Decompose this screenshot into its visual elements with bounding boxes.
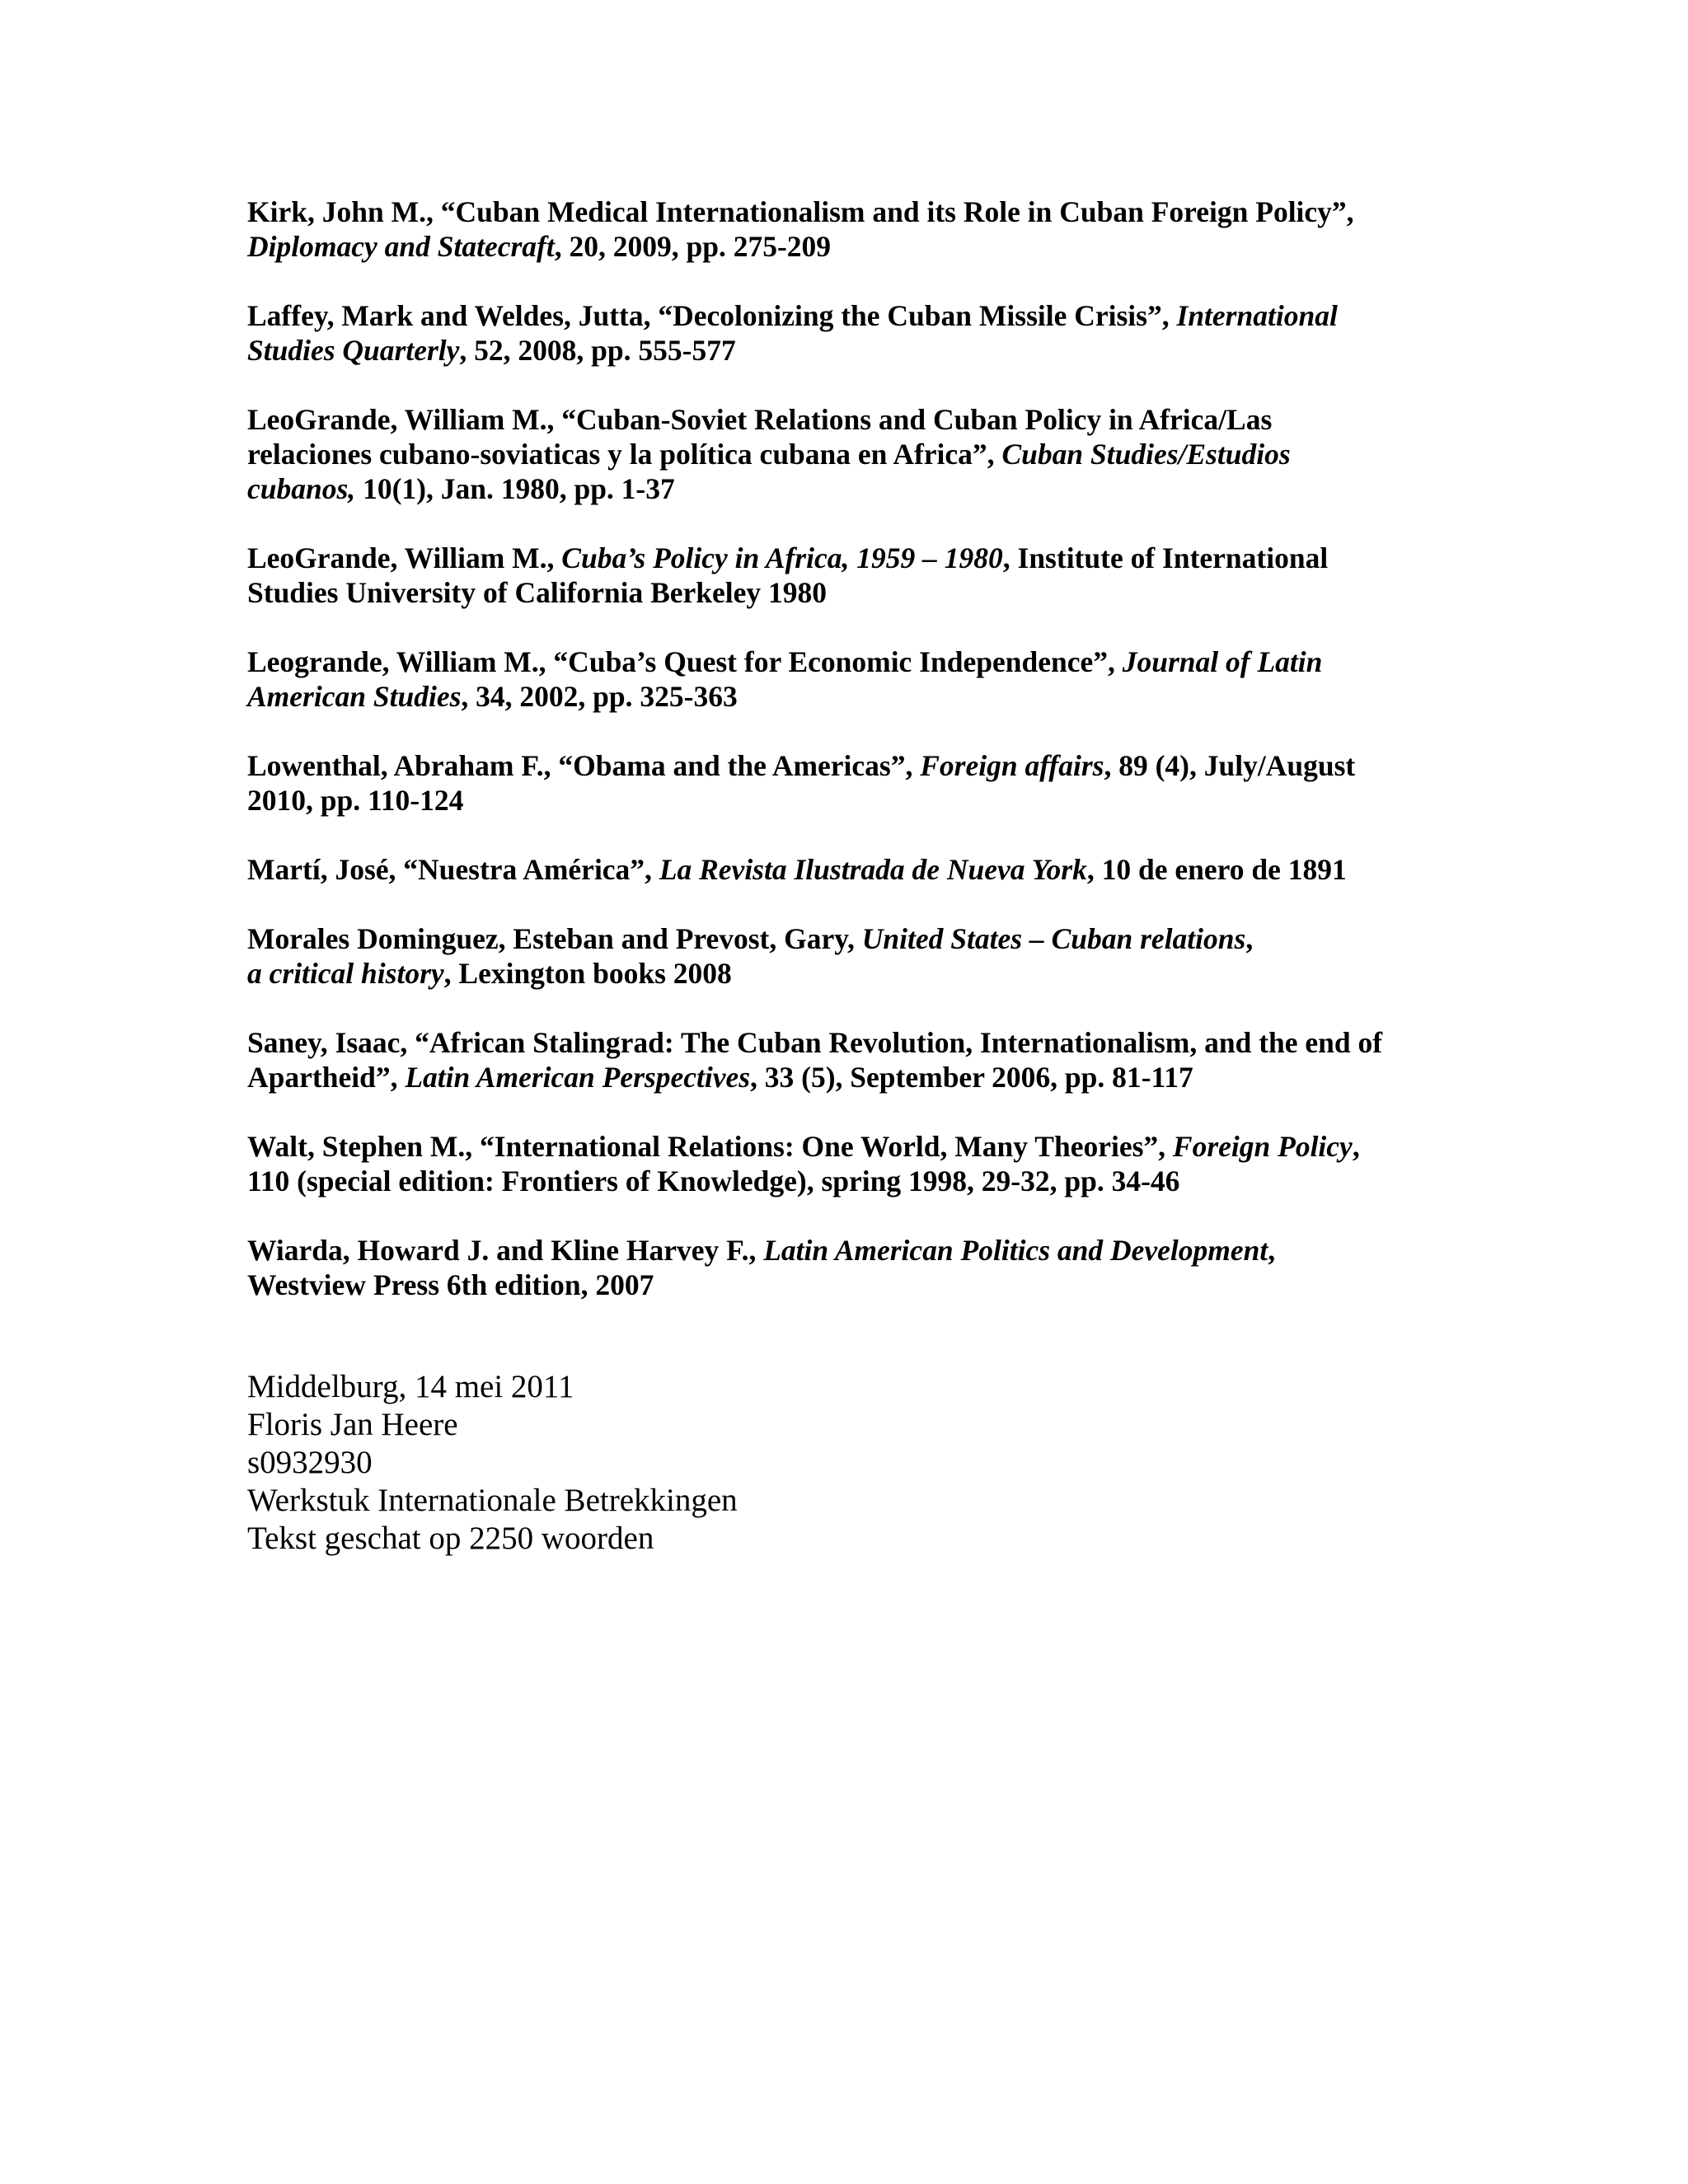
reference-segment: , 20, 2009, pp. 275-209 — [554, 230, 832, 263]
reference-segment: Kirk, John M., “Cuban Medical Internationalism and its Role in Cuban Foreign Policy”, — [247, 195, 1354, 228]
reference-line — [247, 852, 1451, 887]
signature-block — [247, 1368, 738, 1558]
reference-italic-segment: Foreign affairs — [920, 749, 1104, 782]
reference-segment: LeoGrande, William M., — [247, 541, 562, 574]
reference-italic-segment: Cuba’s Policy in Africa, 1959 – 1980 — [561, 541, 1003, 574]
reference-italic-segment: La Revista Ilustrada de Nueva York — [659, 853, 1087, 886]
reference-segment: Lowenthal, Abraham F., “Obama and the Americas”, — [247, 749, 921, 782]
reference-line — [247, 1129, 1451, 1164]
reference-italic-segment: Journal of Latin — [1122, 645, 1323, 678]
reference-line — [247, 402, 1451, 437]
place-date: Middelburg, 14 mei 2011 — [247, 1369, 574, 1404]
reference-segment: , 10 de enero de 1891 — [1086, 853, 1347, 886]
reference-line — [247, 748, 1451, 783]
reference-entry — [247, 402, 1451, 506]
reference-line — [247, 229, 1451, 264]
reference-line — [247, 471, 1451, 506]
reference-italic-segment: Diplomacy and Statecraft — [247, 230, 555, 263]
reference-segment: , 33 (5), September 2006, pp. 81-117 — [750, 1061, 1193, 1094]
reference-segment: Westview Press 6th edition, 2007 — [247, 1268, 654, 1301]
reference-entry — [247, 1233, 1451, 1302]
reference-italic-segment: Latin American Politics and Development — [763, 1234, 1268, 1267]
student-number: s0932930 — [247, 1445, 373, 1480]
reference-line — [247, 679, 1451, 714]
reference-line — [247, 956, 1451, 991]
reference-line — [247, 1025, 1451, 1060]
reference-segment: Morales Dominguez, Esteban and Prevost, Gary, — [247, 922, 862, 955]
reference-segment: Apartheid”, — [247, 1061, 406, 1094]
reference-entry — [247, 748, 1451, 818]
reference-segment: , 34, 2002, pp. 325-363 — [461, 680, 738, 713]
reference-segment: , Institute of International — [1002, 541, 1329, 574]
reference-segment: , — [1268, 1234, 1276, 1267]
reference-segment: Studies University of California Berkeley 1980 — [247, 576, 828, 609]
reference-segment: Saney, Isaac, “African Stalingrad: The Cuban Revolution, Internationalism, and the end of — [247, 1026, 1383, 1059]
reference-segment: Walt, Stephen M., “International Relations: One World, Many Theories”, — [247, 1130, 1173, 1163]
reference-segment: , Lexington books 2008 — [443, 957, 732, 990]
reference-entry — [247, 1129, 1451, 1198]
reference-italic-segment: Latin American Perspectives — [405, 1061, 751, 1094]
reference-segment: , — [1245, 922, 1254, 955]
reference-segment: Laffey, Mark and Weldes, Jutta, “Decolonizing the Cuban Missile Crisis”, — [247, 299, 1177, 332]
reference-entry — [247, 194, 1451, 264]
reference-segment: Wiarda, Howard J. and Kline Harvey F., — [247, 1234, 764, 1267]
reference-segment: Leogrande, William M., “Cuba’s Quest for Economic Independence”, — [247, 645, 1123, 678]
reference-italic-segment: a critical history — [247, 957, 444, 990]
reference-segment: , — [1352, 1130, 1360, 1163]
reference-entry — [247, 921, 1451, 991]
reference-italic-segment: Foreign Policy — [1172, 1130, 1353, 1163]
course-title: Werkstuk Internationale Betrekkingen — [247, 1483, 738, 1518]
author-name: Floris Jan Heere — [247, 1407, 458, 1442]
reference-entry — [247, 644, 1451, 714]
reference-entry — [247, 852, 1451, 887]
reference-line — [247, 1268, 1451, 1302]
reference-line — [247, 298, 1451, 333]
reference-italic-segment: American Studies — [247, 680, 462, 713]
reference-italic-segment: Studies Quarterly — [247, 334, 460, 367]
reference-line — [247, 921, 1451, 956]
bibliography-list — [247, 194, 1451, 1337]
reference-italic-segment: cubanos, — [247, 472, 356, 505]
reference-entry — [247, 1025, 1451, 1094]
reference-line — [247, 1164, 1451, 1198]
reference-segment: , 89 (4), July/August — [1104, 749, 1356, 782]
reference-italic-segment: Cuban Studies/Estudios — [1001, 438, 1291, 471]
word-count: Tekst geschat op 2250 woorden — [247, 1521, 654, 1556]
reference-line — [247, 575, 1451, 610]
reference-italic-segment: International — [1176, 299, 1338, 332]
reference-line — [247, 783, 1451, 818]
reference-entry — [247, 298, 1451, 368]
reference-segment: relaciones cubano-soviaticas y la política cubana en Africa”, — [247, 438, 1002, 471]
reference-line — [247, 644, 1451, 679]
reference-segment: 2010, pp. 110-124 — [247, 784, 464, 817]
reference-segment: Martí, José, “Nuestra América”, — [247, 853, 659, 886]
reference-line — [247, 1233, 1451, 1268]
reference-line — [247, 541, 1451, 575]
reference-segment: 10(1), Jan. 1980, pp. 1-37 — [355, 472, 675, 505]
reference-line — [247, 194, 1451, 229]
reference-segment: LeoGrande, William M., “Cuban-Soviet Relations and Cuban Policy in Africa/Las — [247, 403, 1273, 436]
reference-entry — [247, 541, 1451, 610]
reference-line — [247, 1060, 1451, 1094]
reference-segment: 110 (special edition: Frontiers of Knowledge), spring 1998, 29-32, pp. 34-46 — [247, 1165, 1180, 1197]
reference-line — [247, 437, 1451, 471]
reference-segment: , 52, 2008, pp. 555-577 — [459, 334, 736, 367]
reference-line — [247, 333, 1451, 368]
reference-italic-segment: United States – Cuban relations — [861, 922, 1246, 955]
